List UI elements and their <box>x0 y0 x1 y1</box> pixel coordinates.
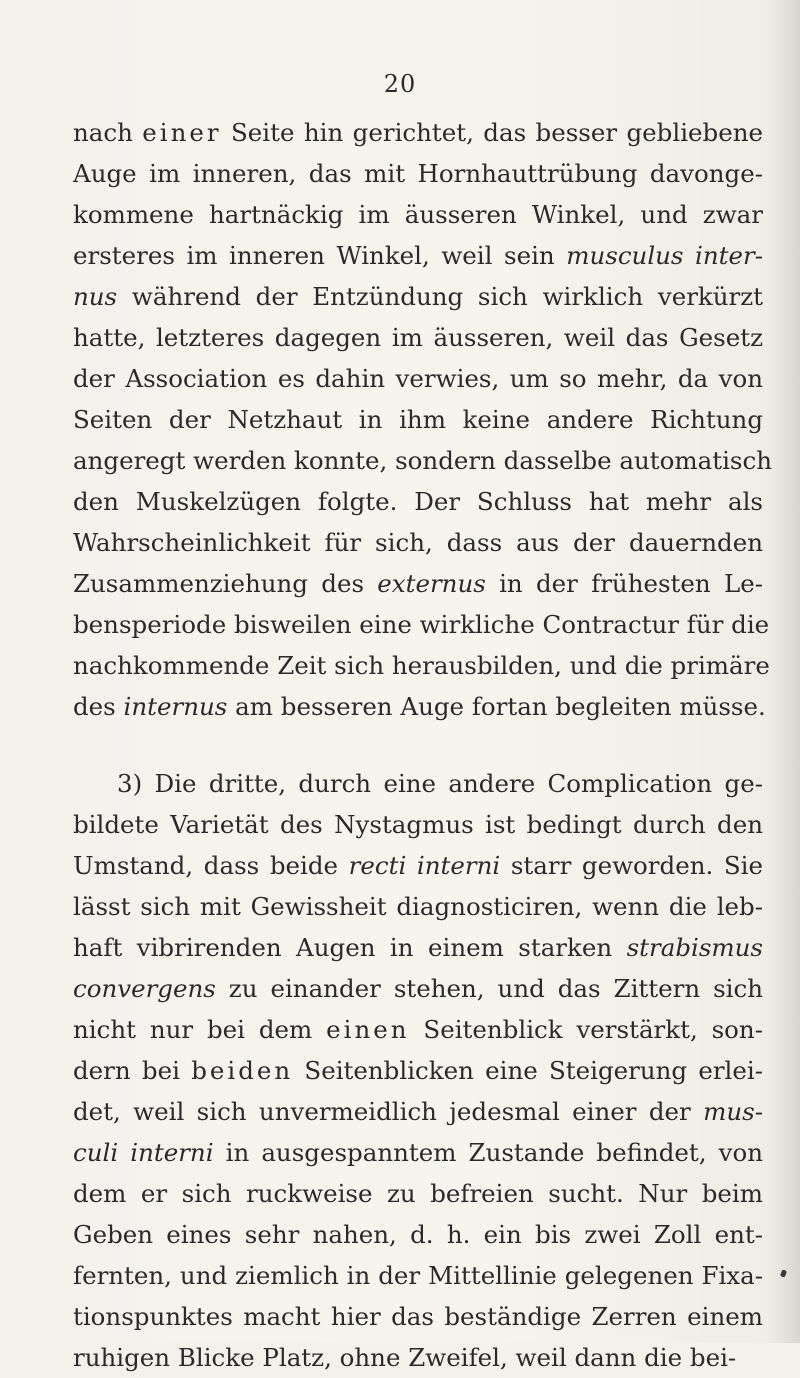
text-line <box>73 1009 763 1050</box>
italic-term: internus <box>123 692 228 721</box>
text-run: ruhigen Blicke Platz, ohne Zweifel, weil dann die bei- <box>73 1343 737 1372</box>
text-run: dem er sich ruckweise zu befreien sucht. Nur beim <box>73 1179 763 1208</box>
text-run: fernten, und ziemlich in der Mittellinie gelegenen Fixa- <box>73 1261 763 1290</box>
text-run: den Muskelzügen folgte. Der Schluss hat mehr als <box>73 487 763 516</box>
spaced-emphasis: einen <box>326 1015 410 1044</box>
text-line <box>73 481 763 522</box>
text-run: bensperiode bisweilen eine wirkliche Contractur für die <box>73 610 770 639</box>
text-run: tionspunktes macht hier das beständige Zerren einem <box>73 1302 763 1331</box>
text-line <box>73 1214 763 1255</box>
text-run: 3) Die dritte, durch eine andere Complication ge- <box>117 769 763 798</box>
text-run: Geben eines sehr nahen, d. h. ein bis zwei Zoll ent- <box>73 1220 763 1249</box>
text-run: kommene hartnäckig im äusseren Winkel, und zwar <box>73 200 763 229</box>
text-run: dern bei <box>73 1056 192 1085</box>
text-line <box>73 1296 763 1337</box>
italic-term: mus- <box>703 1097 763 1126</box>
text-run: starr geworden. Sie <box>500 851 764 880</box>
text-line <box>73 399 763 440</box>
text-line <box>73 927 763 968</box>
spaced-emphasis: beiden <box>191 1056 294 1085</box>
text-line <box>73 1132 763 1173</box>
text-run: des <box>73 692 124 721</box>
text-run: in der frühesten Le- <box>485 569 763 598</box>
text-run: hatte, letzteres dagegen im äusseren, weil das Gesetz <box>73 323 763 352</box>
spaced-emphasis: einer <box>142 118 222 147</box>
text-run: Umstand, dass beide <box>73 851 349 880</box>
ink-smudge <box>780 1269 787 1277</box>
text-line <box>73 604 770 645</box>
italic-term: musculus inter- <box>566 241 763 270</box>
text-line <box>73 317 763 358</box>
text-line <box>73 686 766 727</box>
text-run: Auge im inneren, das mit Hornhauttrübung davonge- <box>73 159 763 188</box>
text-line <box>73 845 763 886</box>
text-line <box>73 358 763 399</box>
text-line <box>73 194 763 235</box>
italic-term: culi interni <box>73 1138 214 1167</box>
text-run: ersteres im inneren Winkel, weil sein <box>73 241 567 270</box>
paragraph-gap <box>73 727 763 763</box>
text-line <box>73 522 763 563</box>
paragraph-2 <box>73 763 763 1378</box>
text-run: Seitenblick verstärkt, son- <box>409 1015 763 1044</box>
text-line <box>73 235 763 276</box>
text-line <box>73 968 763 1009</box>
italic-term: nus <box>73 282 118 311</box>
text-run: det, weil sich unvermeidlich jedesmal einer der <box>73 1097 704 1126</box>
italic-term: convergens <box>73 974 216 1003</box>
text-line <box>73 153 763 194</box>
text-line <box>73 440 772 481</box>
text-line <box>73 645 770 686</box>
text-run: Seiten der Netzhaut in ihm keine andere Richtung <box>73 405 763 434</box>
text-run: zu einander stehen, und das Zittern sich <box>215 974 763 1003</box>
text-run: nachkommende Zeit sich herausbilden, und die primäre <box>73 651 770 680</box>
text-line <box>73 886 763 927</box>
text-line <box>73 563 763 604</box>
text-run: der Association es dahin verwies, um so mehr, da von <box>73 364 763 393</box>
text-line <box>73 1173 763 1214</box>
italic-term: strabismus <box>626 933 763 962</box>
text-line <box>73 112 763 153</box>
paragraph-1 <box>73 112 772 727</box>
text-run: angeregt werden konnte, sondern dasselbe automatisch <box>73 446 772 475</box>
text-line <box>73 1050 763 1091</box>
text-run: am besseren Auge fortan begleiten müsse. <box>227 692 766 721</box>
text-run: lässt sich mit Gewissheit diagnosticiren, wenn die leb- <box>73 892 763 921</box>
text-run: Seite hin gerichtet, das besser gebliebene <box>221 118 763 147</box>
text-run: in ausgespanntem Zustande befindet, von <box>213 1138 763 1167</box>
text-line <box>73 763 763 804</box>
text-run: nach <box>73 118 143 147</box>
text-run: haft vibrirenden Augen in einem starken <box>73 933 627 962</box>
text-line <box>73 804 763 845</box>
body-text <box>73 112 772 1378</box>
text-run: während der Entzündung sich wirklich verkürzt <box>117 282 763 311</box>
text-run: Wahrscheinlichkeit für sich, dass aus der dauernden <box>73 528 763 557</box>
text-run: Seitenblicken eine Steigerung erlei- <box>293 1056 763 1085</box>
italic-term: externus <box>377 569 486 598</box>
text-line <box>73 1337 763 1378</box>
text-run: nicht nur bei dem <box>73 1015 327 1044</box>
text-run: Zusammenziehung des <box>73 569 378 598</box>
text-line <box>73 1255 763 1296</box>
text-line <box>73 276 763 317</box>
text-line <box>73 1091 763 1132</box>
text-run: bildete Varietät des Nystagmus ist bedingt durch den <box>73 810 763 839</box>
page-number: 20 <box>383 70 417 98</box>
italic-term: recti interni <box>348 851 501 880</box>
